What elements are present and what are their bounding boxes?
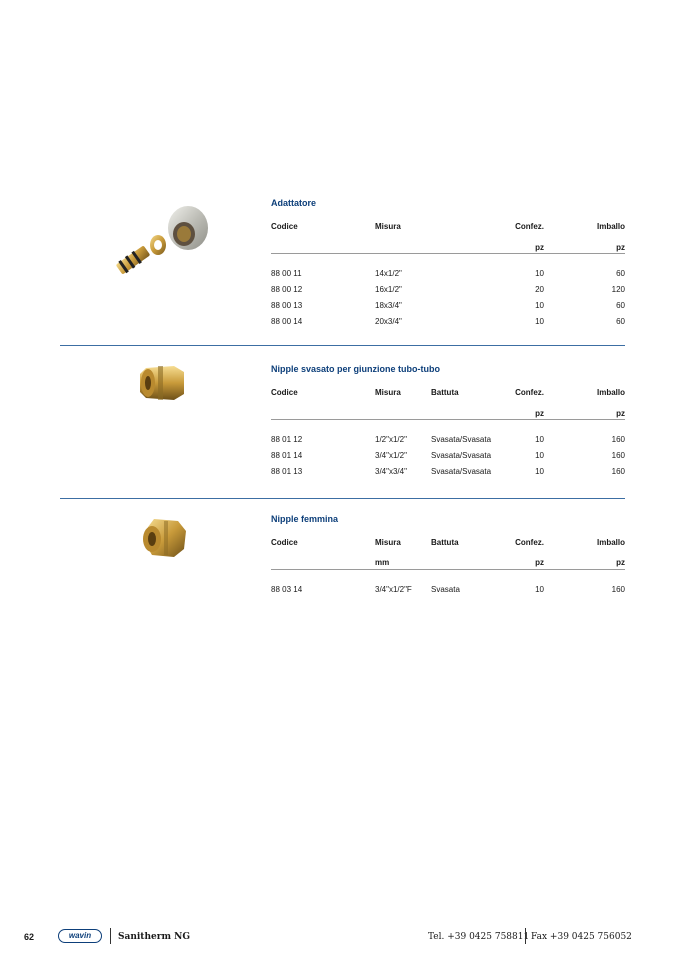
header-imballo: Imballo [596, 538, 625, 547]
cell-confez: 10 [535, 585, 544, 594]
table-row [271, 435, 625, 447]
cell-imballo: 60 [616, 269, 625, 278]
product-image-nipple-femmina [138, 515, 190, 561]
cell-codice: 88 00 11 [271, 269, 302, 278]
header-misura: Misura [375, 538, 401, 547]
table-header [271, 538, 625, 550]
table-row [271, 585, 625, 597]
cell-confez: 20 [535, 285, 544, 294]
table-row [271, 269, 625, 281]
cell-imballo: 160 [611, 435, 625, 444]
product-image-adattatore [108, 200, 218, 285]
header-battuta: Battuta [431, 388, 459, 397]
cell-misura: 16x1/2" [375, 285, 402, 294]
footer-divider [110, 928, 111, 944]
cell-imballo: 60 [616, 317, 625, 326]
unit-imballo: pz [616, 558, 625, 567]
header-misura: Misura [375, 388, 401, 397]
table-row [271, 467, 625, 479]
page-footer [0, 924, 677, 948]
cell-codice: 88 01 13 [271, 467, 303, 476]
cell-misura: 1/2"x1/2" [375, 435, 407, 444]
header-confez: Confez. [515, 538, 544, 547]
header-codice: Codice [271, 222, 298, 231]
table-row [271, 317, 625, 329]
table-header [271, 388, 625, 400]
cell-confez: 10 [535, 435, 544, 444]
footer-divider [525, 928, 526, 944]
cell-misura: 3/4"x1/2" [375, 451, 407, 460]
cell-confez: 10 [535, 269, 544, 278]
section-separator [60, 345, 625, 346]
unit-confez: pz [535, 558, 544, 567]
product-image-nipple-svasato [138, 362, 190, 404]
unit-confez: pz [535, 243, 544, 252]
cell-misura: 3/4"x3/4" [375, 467, 407, 476]
header-battuta: Battuta [431, 538, 459, 547]
cell-codice: 88 00 13 [271, 301, 303, 310]
table-units-row [271, 243, 625, 255]
footer-brand: Sanitherm NG [118, 932, 191, 942]
header-imballo: Imballo [596, 222, 625, 231]
cell-battuta: Svasata/Svasata [431, 435, 492, 444]
header-divider [271, 569, 625, 570]
unit-misura: mm [375, 558, 390, 567]
section-title-adattatore: Adattatore [271, 198, 317, 208]
wavin-logo: wavin [58, 929, 102, 943]
table-row [271, 285, 625, 297]
cell-codice: 88 01 14 [271, 451, 303, 460]
table-row [271, 301, 625, 313]
cell-imballo: 120 [611, 285, 625, 294]
table-header [271, 222, 625, 234]
cell-imballo: 160 [611, 451, 625, 460]
cell-battuta: Svasata/Svasata [431, 467, 492, 476]
cell-codice: 88 01 12 [271, 435, 303, 444]
cell-imballo: 160 [611, 585, 625, 594]
unit-confez: pz [535, 409, 544, 418]
table-row [271, 451, 625, 463]
page-number: 62 [24, 932, 35, 942]
header-imballo: Imballo [596, 388, 625, 397]
header-codice: Codice [271, 538, 298, 547]
cell-codice: 88 03 14 [271, 585, 303, 594]
cell-battuta: Svasata [431, 585, 460, 594]
cell-misura: 18x3/4" [375, 301, 402, 310]
unit-imballo: pz [616, 409, 625, 418]
cell-confez: 10 [535, 317, 544, 326]
cell-imballo: 160 [611, 467, 625, 476]
cell-codice: 88 00 12 [271, 285, 303, 294]
section-separator [60, 498, 625, 499]
header-misura: Misura [375, 222, 401, 231]
cell-misura: 14x1/2" [375, 269, 402, 278]
header-divider [271, 419, 625, 420]
footer-fax: Fax +39 0425 756052 [531, 932, 632, 942]
section-title-nipple-femmina: Nipple femmina [271, 514, 339, 524]
footer-tel: Tel. +39 0425 758811 [428, 932, 530, 942]
cell-misura: 3/4"x1/2"F [375, 585, 412, 594]
cell-battuta: Svasata/Svasata [431, 451, 492, 460]
cell-imballo: 60 [616, 301, 625, 310]
unit-imballo: pz [616, 243, 625, 252]
header-confez: Confez. [515, 222, 544, 231]
cell-confez: 10 [535, 301, 544, 310]
header-confez: Confez. [515, 388, 544, 397]
header-codice: Codice [271, 388, 298, 397]
cell-misura: 20x3/4" [375, 317, 402, 326]
section-title-nipple-svasato: Nipple svasato per giunzione tubo-tubo [271, 364, 441, 374]
cell-codice: 88 00 14 [271, 317, 303, 326]
cell-confez: 10 [535, 451, 544, 460]
cell-confez: 10 [535, 467, 544, 476]
